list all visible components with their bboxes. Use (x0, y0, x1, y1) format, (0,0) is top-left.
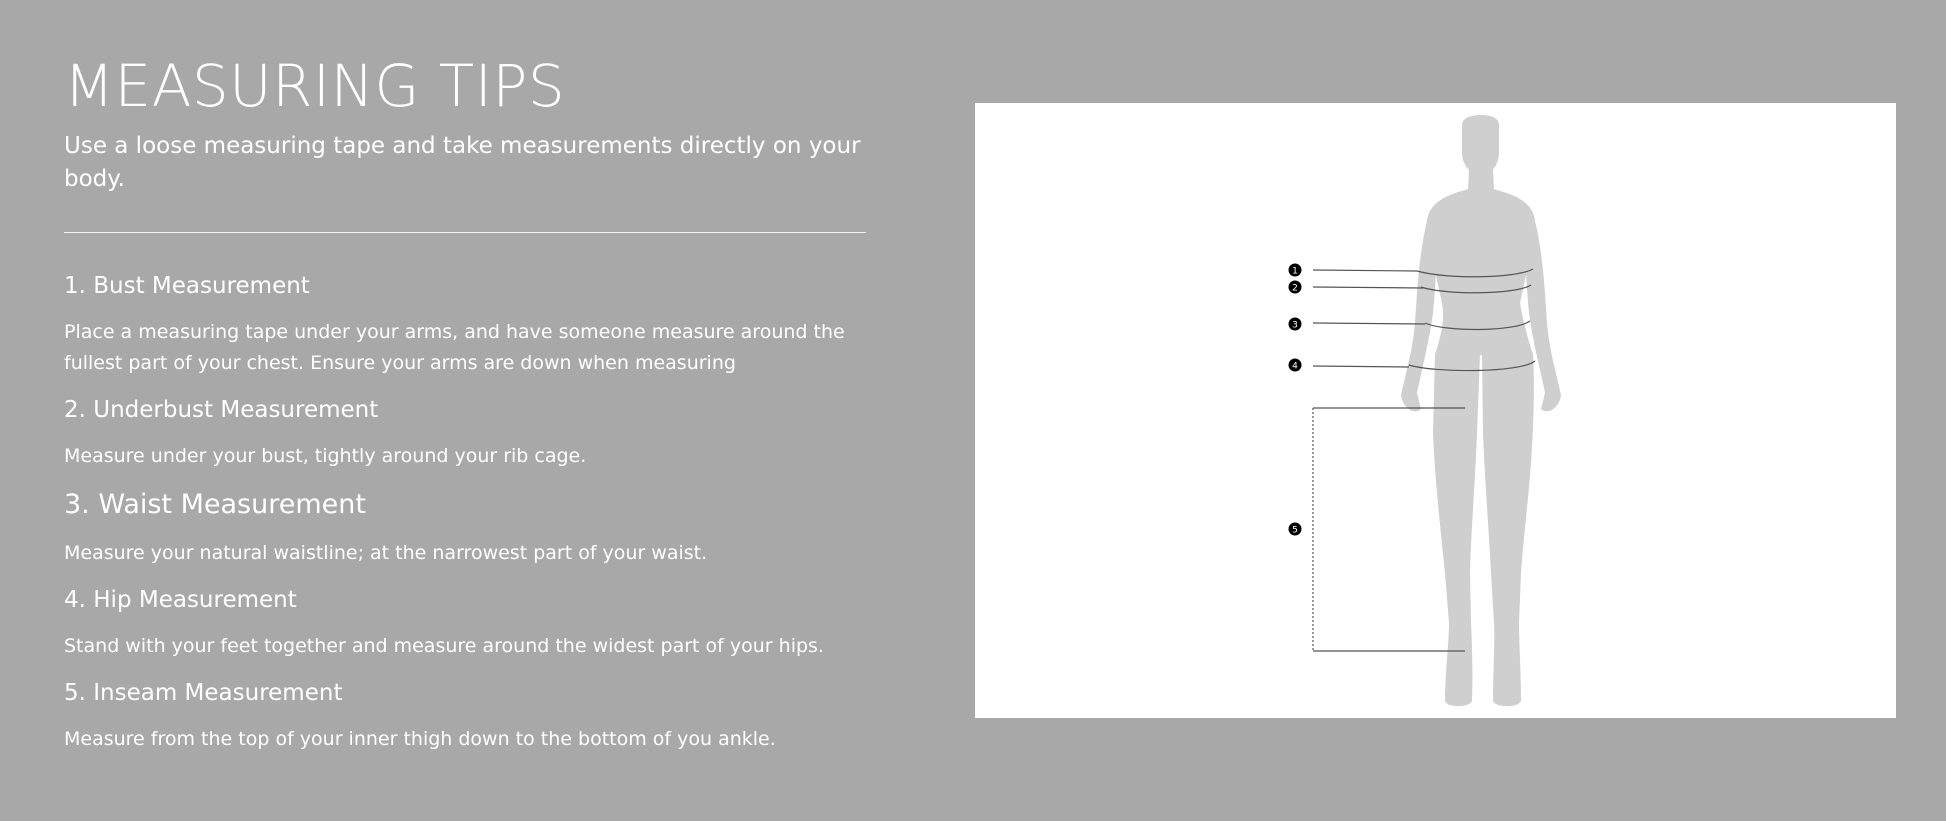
tip-underbust (64, 395, 868, 472)
tip-title: 3. Waist Measurement (64, 489, 366, 520)
tip-description: Measure from the top of your inner thigh down to the bottom of you ankle. (64, 728, 776, 750)
waist-pointer-line (1313, 323, 1425, 324)
tip-hip (64, 585, 868, 662)
tip-description: Measure your natural waistline; at the narrowest part of your waist. (64, 542, 708, 564)
svg-text:3: 3 (1292, 320, 1298, 331)
hip-pointer-line (1313, 366, 1409, 367)
tip-bust (64, 271, 868, 379)
bust-pointer-line (1313, 270, 1417, 271)
measuring-tips-content (64, 50, 868, 771)
measurement-diagram-panel (975, 103, 1896, 718)
tip-description: Place a measuring tape under your arms, and have someone measure around the fullest part of your chest. Ensure your arms are down when measuring (64, 321, 845, 374)
measurement-markers (1289, 264, 1302, 536)
underbust-pointer-line (1313, 287, 1423, 288)
marker-2 (1289, 281, 1302, 294)
section-divider (64, 232, 866, 233)
page-subtitle: Use a loose measuring tape and take measurements directly on your body. (64, 133, 861, 192)
mannequin-diagram (975, 103, 1896, 718)
svg-text:1: 1 (1292, 266, 1298, 277)
tip-title: 2. Underbust Measurement (64, 397, 379, 423)
svg-text:4: 4 (1292, 361, 1298, 372)
tip-inseam (64, 678, 868, 755)
marker-3 (1289, 318, 1302, 331)
tip-description: Measure under your bust, tightly around your rib cage. (64, 445, 587, 467)
tip-title: 5. Inseam Measurement (64, 680, 343, 706)
tip-waist (64, 488, 868, 569)
page-title: MEASURING TIPS (64, 52, 566, 120)
marker-1 (1289, 264, 1302, 277)
tip-title: 1. Bust Measurement (64, 273, 310, 299)
svg-text:2: 2 (1292, 283, 1298, 294)
female-mannequin-icon (1401, 115, 1561, 706)
marker-4 (1289, 359, 1302, 372)
marker-5 (1289, 523, 1302, 536)
tip-description: Stand with your feet together and measure around the widest part of your hips. (64, 635, 824, 657)
tip-title: 4. Hip Measurement (64, 587, 297, 613)
svg-text:5: 5 (1292, 525, 1298, 536)
